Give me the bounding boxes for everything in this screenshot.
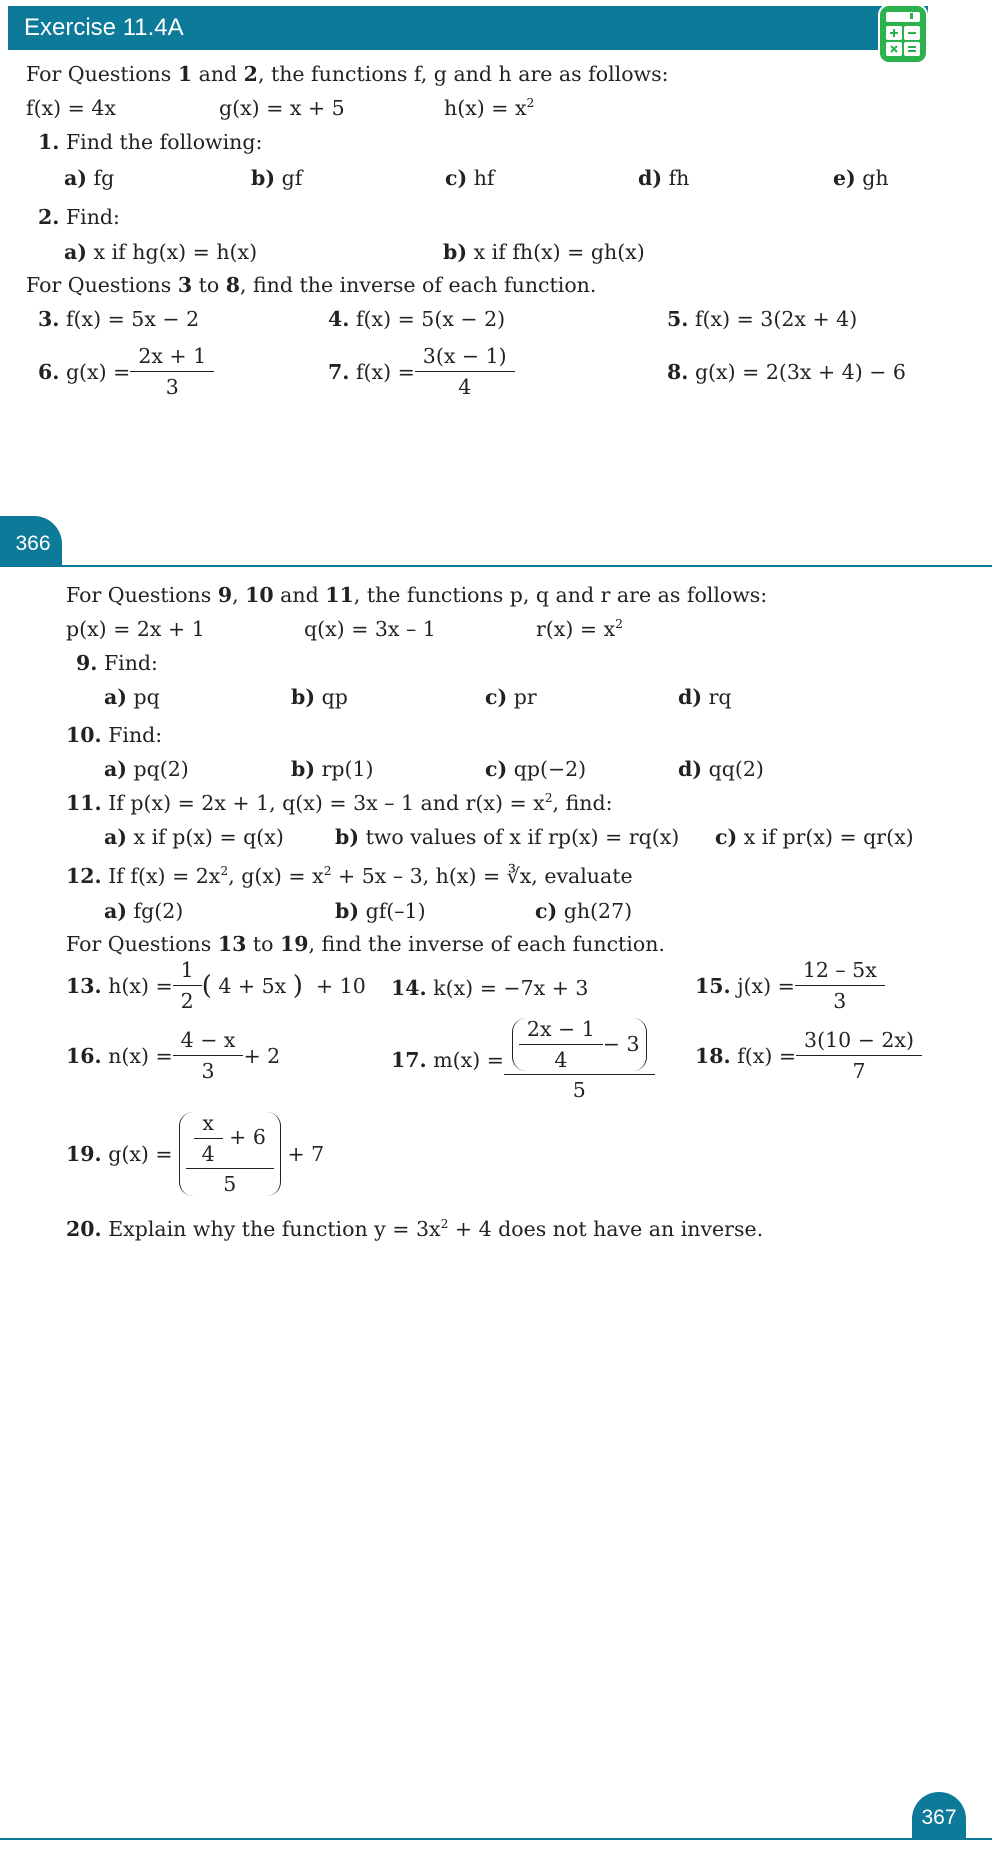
q10-part-b: b) rp(1) — [291, 757, 374, 781]
q19-outer-fraction: $\frac{x}{4}$ + 6 5 — [190, 1112, 270, 1196]
q11-part-b: b) two values of x if rp(x) = rq(x) — [335, 825, 680, 849]
q15-fraction: $\frac{12 - 5x}{3}$ — [799, 959, 881, 1012]
q9-part-d: d) rq — [678, 685, 732, 709]
function-r-definition: $r(x) = x^2$ — [536, 617, 623, 641]
q10-part-c: c) qp(−2) — [485, 757, 587, 781]
q12-part-a: a) fg(2) — [104, 899, 184, 923]
q9-part-b: b) qp — [291, 685, 348, 709]
function-q-definition: q(x) = 3x – 1 — [304, 617, 436, 641]
question-18: 18. f(x) = $\frac{3(10 - 2x)}{7}$ — [695, 1029, 922, 1082]
q17-parenthesis: $\frac{2x - 1}{4}$ − 3 — [512, 1018, 647, 1071]
q18-fraction: $\frac{3(10 - 2x)}{7}$ — [800, 1029, 918, 1082]
q19-inner-fraction: $\frac{x}{4}$ — [198, 1112, 219, 1165]
question-19: 19. g(x) = $\frac{x}{4}$ + 6 5 + 7 — [66, 1111, 325, 1197]
question-2: 2. Find: — [38, 205, 120, 229]
q6-fraction: $\frac{2x + 1}{3}$ — [134, 345, 210, 398]
question-9: 9. Find: — [76, 651, 158, 675]
question-12: 12. If $f(x) = 2x^2$, $g(x) = x^2 + 5x - 3$, h(x) = ∛x, evaluate — [66, 864, 633, 888]
question-17: 17. m(x) = $\frac{2x - 1}{4}$ − 3 5 — [391, 1018, 655, 1102]
q16-fraction: $\frac{4 - x}{3}$ — [177, 1029, 240, 1082]
question-10: 10. Find: — [66, 723, 163, 747]
page-divider-bottom — [0, 1838, 992, 1840]
function-h-definition: $h(x) = x^2$ — [444, 96, 535, 120]
q10-part-a: a) pq(2) — [104, 757, 189, 781]
section-intro-4: For Questions 13 to 19, find the inverse of each function. — [66, 932, 665, 956]
exercise-title: Exercise 11.4A — [24, 14, 184, 41]
question-14: 14. k(x) = −7x + 3 — [391, 976, 589, 1000]
calculator-icon — [877, 3, 929, 65]
q9-part-c: c) pr — [485, 685, 537, 709]
q1-part-e: e) gh — [833, 166, 889, 190]
question-5: 5. f(x) = 3(2x + 4) — [667, 307, 858, 331]
q7-fraction: $\frac{3(x - 1)}{4}$ — [419, 345, 511, 398]
page-number-366: 366 — [0, 516, 62, 566]
page-number-367: 367 — [912, 1792, 966, 1840]
function-p-definition: p(x) = 2x + 1 — [66, 617, 205, 641]
section-intro-1: For Questions 1 and 2, the functions f, g and h are as follows: — [26, 62, 669, 86]
q2-part-a: a) x if hg(x) = h(x) — [64, 240, 258, 264]
question-6: 6. g(x) = $\frac{2x + 1}{3}$ — [38, 345, 214, 398]
function-g-definition: g(x) = x + 5 — [219, 96, 345, 120]
question-13: 13. h(x) = $\frac{1}{2}$ ( 4 + 5x ) + 10 — [66, 958, 366, 1013]
question-4: 4. f(x) = 5(x − 2) — [328, 307, 506, 331]
q1-part-b: b) gf — [251, 166, 303, 190]
q9-part-a: a) pq — [104, 685, 160, 709]
question-8: 8. g(x) = 2(3x + 4) − 6 — [667, 360, 906, 384]
question-7: 7. f(x) = $\frac{3(x - 1)}{4}$ — [328, 345, 515, 398]
q12-part-b: b) gf(–1) — [335, 899, 426, 923]
question-20: 20. Explain why the function $y = 3x^2 + 4$ does not have an inverse. — [66, 1217, 764, 1241]
section-intro-2: For Questions 3 to 8, find the inverse of each function. — [26, 273, 597, 297]
section-intro-3: For Questions 9, 10 and 11, the functions p, q and r are as follows: — [66, 583, 768, 607]
q11-part-c: c) x if pr(x) = qr(x) — [715, 825, 914, 849]
q2-part-b: b) x if fh(x) = gh(x) — [443, 240, 645, 264]
question-11: 11. If p(x) = 2x + 1, q(x) = 3x – 1 and $r(x) = x^2$, find: — [66, 791, 613, 815]
question-3: 3. f(x) = 5x − 2 — [38, 307, 200, 331]
q1-part-c: c) hf — [445, 166, 495, 190]
q10-part-d: d) qq(2) — [678, 757, 764, 781]
q13-half-fraction: $\frac{1}{2}$ — [177, 959, 198, 1012]
q1-part-a: a) fg — [64, 166, 115, 190]
question-1: 1. Find the following: — [38, 130, 263, 154]
question-16: 16. n(x) = $\frac{4 - x}{3}$ + 2 — [66, 1028, 281, 1083]
function-f-definition: f(x) = 4x — [26, 96, 116, 120]
q17-outer-fraction: $\frac{2x - 1}{4}$ − 3 5 — [508, 1018, 651, 1102]
q12-part-c: c) gh(27) — [535, 899, 633, 923]
page-divider — [0, 565, 992, 567]
q19-parenthesis — [179, 1112, 281, 1196]
q11-part-a: a) x if p(x) = q(x) — [104, 825, 284, 849]
question-15: 15. j(x) = $\frac{12 - 5x}{3}$ — [695, 959, 885, 1012]
q1-part-d: d) fh — [638, 166, 690, 190]
q17-inner-fraction: $\frac{2x - 1}{4}$ — [523, 1018, 599, 1071]
